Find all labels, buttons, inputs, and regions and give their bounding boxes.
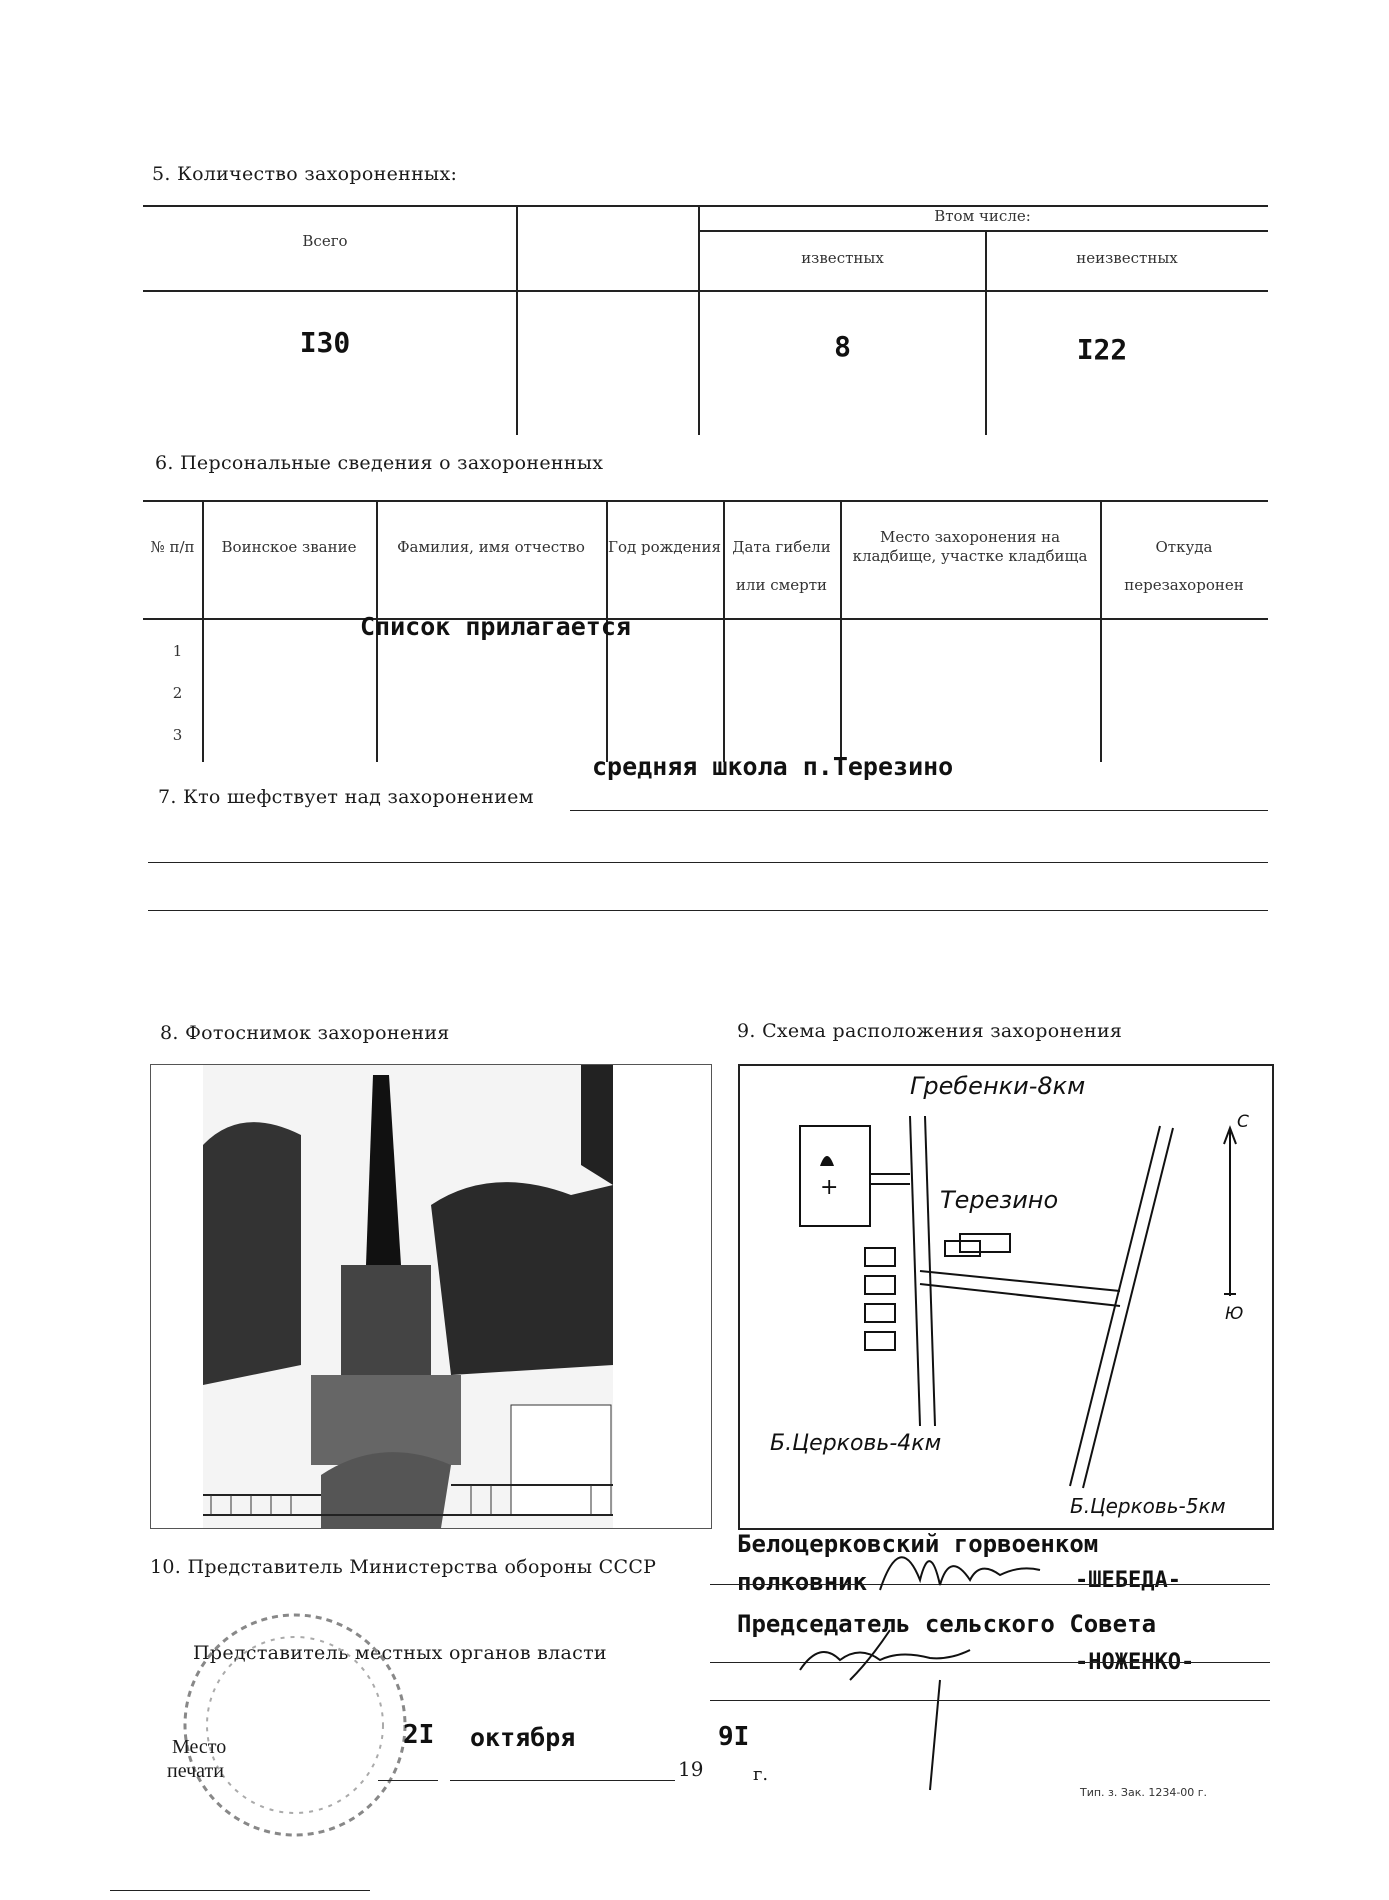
scheme-top-label: Гребенки-8км (910, 1072, 1086, 1100)
location-scheme (738, 1064, 1274, 1530)
scheme-south-label: Ю (1225, 1304, 1244, 1324)
commissar-name: -ШЕБЕДА- (1075, 1568, 1181, 1593)
scheme-north-label: С (1237, 1112, 1249, 1132)
list-attached-stamp: Список прилагается (360, 612, 631, 641)
header-reburied-from: Откуда перезахоронен (1124, 538, 1244, 594)
section10-title: 10. Представитель Министерства обороны СССР (150, 1556, 657, 1578)
date-year-suffix: 9I (718, 1722, 750, 1752)
photo-frame (150, 1064, 712, 1529)
header-rank: Воинское звание (221, 538, 357, 556)
section6-title: 6. Персональные сведения о захороненных (155, 452, 604, 474)
col-including-header: Втом числе: (934, 207, 1031, 225)
table5-header-line (143, 290, 1268, 292)
memorial-marker-icon (820, 1156, 834, 1166)
col-known-header: известных (801, 249, 884, 267)
scheme-right-road-label: Б.Церковь-5км (1070, 1494, 1226, 1518)
bottom-edge-line (110, 1890, 370, 1891)
patron-line (570, 810, 1268, 811)
scheme-drawing (740, 1066, 1272, 1528)
table5-divider (516, 205, 518, 435)
row-number: 2 (172, 684, 183, 702)
commissar-signature (860, 1520, 1060, 1610)
scheme-village-label: Терезино (940, 1186, 1059, 1214)
header-death-date: Дата гибели или смерти (732, 538, 831, 594)
official-seal (175, 1600, 415, 1850)
header-birth-year: Год рождения (608, 538, 721, 556)
chairman-name: -НОЖЕНКО- (1075, 1650, 1195, 1675)
header-name: Фамилия, имя отчество (397, 538, 585, 556)
council-chairman-title: Председатель сельского Совета (737, 1610, 1157, 1638)
signature-line (710, 1700, 1270, 1701)
date-line (378, 1780, 438, 1781)
date-day: 2I (403, 1720, 435, 1750)
row-number: 1 (172, 642, 183, 660)
table5-subheader-line (700, 230, 1268, 232)
total-value: I30 (299, 326, 351, 359)
local-authority-title: Представитель местных органов власти (193, 1642, 607, 1664)
blank-line (148, 910, 1268, 911)
section7-title: 7. Кто шефствует над захоронением (158, 786, 534, 808)
date-year-g: г. (753, 1764, 769, 1785)
col-unknown-header: неизвестных (1076, 249, 1178, 267)
patron-value: средняя школа п.Терезино (592, 752, 954, 781)
section5-title: 5. Количество захороненных: (152, 163, 458, 185)
unknown-value: I22 (1076, 333, 1128, 366)
date-line (450, 1780, 675, 1781)
memorial-photo (151, 1065, 711, 1528)
date-year-prefix: 19 (678, 1757, 704, 1781)
known-value: 8 (834, 330, 851, 363)
scheme-left-road-label: Б.Церковь-4км (770, 1431, 942, 1456)
table6-divider (840, 500, 842, 762)
section9-title: 9. Схема расположения захоронения (737, 1020, 1123, 1042)
row-number: 3 (172, 726, 183, 744)
header-number: № п/п (150, 538, 195, 556)
print-mark: Тип. з. Зак. 1234-00 г. (1080, 1786, 1208, 1799)
col-total-header: Всего (302, 232, 348, 250)
commissar-rank: полковник (737, 1568, 868, 1596)
seal-label-2: печати (167, 1760, 224, 1782)
table5-divider (698, 205, 700, 435)
header-burial-place: Место захоронения на кладбище, участке кладбища (852, 528, 1088, 565)
blank-line (148, 862, 1268, 863)
seal-label-1: Место (172, 1736, 227, 1758)
section8-title: 8. Фотоснимок захоронения (160, 1022, 450, 1044)
cross-icon: + (820, 1175, 839, 1200)
commissariat-name: Белоцерковский горвоенком (737, 1530, 1099, 1558)
date-month: октября (470, 1723, 576, 1752)
